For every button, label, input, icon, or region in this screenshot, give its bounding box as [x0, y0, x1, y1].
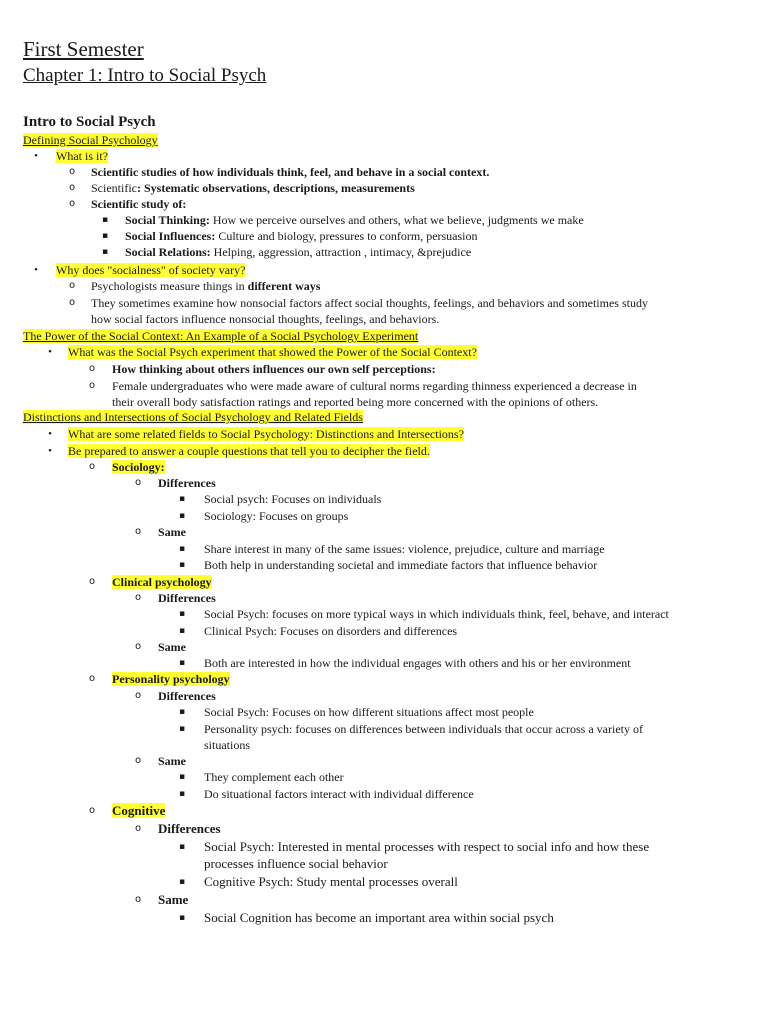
question-socialness: Why does "socialness" of society vary?: [56, 263, 246, 277]
circle-bullet-icon: o: [88, 461, 96, 472]
answer-scientific-study-of: Scientific study of:: [91, 197, 187, 211]
bullet-icon: •: [48, 445, 52, 457]
clinical-difference-2: Clinical Psych: Focuses on disorders and differences: [204, 624, 458, 638]
circle-bullet-icon: o: [68, 198, 76, 209]
square-bullet-icon: ▪: [101, 231, 109, 241]
answer-experiment-line1: Female undergraduates who were made aware of cultural norms regarding thinness experienced a decrease in: [112, 379, 637, 393]
square-bullet-icon: ▪: [178, 913, 186, 923]
circle-bullet-icon: o: [134, 592, 142, 603]
answer-scientific: Scientific: Systematic observations, descriptions, measurements: [91, 181, 415, 195]
circle-bullet-icon: o: [134, 755, 142, 766]
field-personality-psychology: Personality psychology: [112, 672, 230, 686]
square-bullet-icon: ▪: [178, 626, 186, 636]
answer-definition: Scientific studies of how individuals think, feel, and behave in a social context.: [91, 165, 490, 179]
answer-self-perceptions: How thinking about others influences our own self perceptions:: [112, 362, 436, 376]
bullet-icon: •: [34, 150, 38, 162]
personality-difference-2-line2: situations: [204, 738, 251, 752]
field-sociology: Sociology:: [112, 460, 165, 474]
circle-bullet-icon: o: [68, 297, 76, 308]
square-bullet-icon: ▪: [178, 511, 186, 521]
chapter-heading: Chapter 1: Intro to Social Psych: [23, 65, 267, 86]
sociology-differences-label: Differences: [158, 476, 216, 490]
square-bullet-icon: ▪: [101, 215, 109, 225]
clinical-difference-1: Social Psych: focuses on more typical ways in which individuals think, feel, behave, and interact: [204, 607, 669, 621]
note-be-prepared: Be prepared to answer a couple questions that tell you to decipher the field.: [68, 444, 430, 458]
question-experiment: What was the Social Psych experiment that showed the Power of the Social Context?: [68, 345, 477, 359]
circle-bullet-icon: o: [68, 280, 76, 291]
bullet-icon: •: [34, 264, 38, 276]
circle-bullet-icon: o: [134, 690, 142, 701]
sociology-same-2: Both help in understanding societal and immediate factors that influence behavior: [204, 558, 598, 572]
circle-bullet-icon: o: [68, 166, 76, 177]
heading-power-of-social-context: The Power of the Social Context: An Example of a Social Psychology Experiment: [23, 329, 419, 343]
square-bullet-icon: ▪: [178, 560, 186, 570]
sociology-difference-1: Social psych: Focuses on individuals: [204, 492, 382, 506]
clinical-same-label: Same: [158, 640, 186, 654]
personality-same-1: They complement each other: [204, 770, 344, 784]
field-clinical-psychology: Clinical psychology: [112, 575, 212, 589]
cognitive-differences-label: Differences: [158, 821, 221, 836]
item-social-relations: Social Relations: Helping, aggression, attraction , intimacy, &prejudice: [125, 245, 472, 259]
square-bullet-icon: ▪: [178, 772, 186, 782]
circle-bullet-icon: o: [134, 526, 142, 537]
circle-bullet-icon: o: [134, 823, 142, 834]
square-bullet-icon: ▪: [178, 877, 186, 887]
sociology-same-label: Same: [158, 525, 186, 539]
sociology-same-1: Share interest in many of the same issues: violence, prejudice, culture and marriage: [204, 542, 605, 556]
square-bullet-icon: ▪: [178, 609, 186, 619]
circle-bullet-icon: o: [134, 477, 142, 488]
bullet-icon: •: [48, 346, 52, 358]
sociology-difference-2: Sociology: Focuses on groups: [204, 509, 349, 523]
square-bullet-icon: ▪: [178, 494, 186, 504]
circle-bullet-icon: o: [68, 182, 76, 193]
circle-bullet-icon: o: [134, 641, 142, 652]
cognitive-difference-1-line2: processes influence social behavior: [204, 856, 388, 871]
answer-different-ways: Psychologists measure things in different ways: [91, 279, 321, 293]
square-bullet-icon: ▪: [101, 247, 109, 257]
item-social-thinking: Social Thinking: How we perceive ourselves and others, what we believe, judgments we make: [125, 213, 584, 227]
question-related-fields: What are some related fields to Social Psychology: Distinctions and Intersections?: [68, 427, 464, 441]
circle-bullet-icon: o: [88, 673, 96, 684]
square-bullet-icon: ▪: [178, 707, 186, 717]
cognitive-same-label: Same: [158, 892, 189, 907]
circle-bullet-icon: o: [88, 576, 96, 587]
cognitive-difference-2: Cognitive Psych: Study mental processes overall: [204, 874, 458, 889]
circle-bullet-icon: o: [88, 380, 96, 391]
clinical-same-1: Both are interested in how the individual engages with others and his or her environment: [204, 656, 631, 670]
document-title: First Semester: [23, 37, 144, 61]
clinical-differences-label: Differences: [158, 591, 216, 605]
circle-bullet-icon: o: [134, 894, 142, 905]
answer-nonsocial-line1: They sometimes examine how nonsocial factors affect social thoughts, feelings, and behaviors and sometimes study: [91, 296, 648, 310]
item-social-influences: Social Influences: Culture and biology, pressures to conform, persuasion: [125, 229, 478, 243]
circle-bullet-icon: o: [88, 363, 96, 374]
answer-nonsocial-line2: how social factors influence nonsocial thoughts, feelings, and behaviors.: [91, 312, 440, 326]
personality-difference-1: Social Psych: Focuses on how different situations affect most people: [204, 705, 534, 719]
square-bullet-icon: ▪: [178, 789, 186, 799]
heading-related-fields: Distinctions and Intersections of Social Psychology and Related Fields: [23, 410, 363, 424]
answer-experiment-line2: their overall body satisfaction ratings and reported being more concerned with the opinions of others.: [112, 395, 599, 409]
square-bullet-icon: ▪: [178, 544, 186, 554]
bullet-icon: •: [48, 428, 52, 440]
heading-defining-social-psychology: Defining Social Psychology: [23, 133, 158, 147]
square-bullet-icon: ▪: [178, 842, 186, 852]
circle-bullet-icon: o: [88, 805, 96, 816]
section-heading: Intro to Social Psych: [23, 114, 156, 130]
square-bullet-icon: ▪: [178, 658, 186, 668]
personality-same-label: Same: [158, 754, 186, 768]
personality-same-2: Do situational factors interact with individual difference: [204, 787, 474, 801]
personality-difference-2-line1: Personality psych: focuses on differences between individuals that occur across a variety of: [204, 722, 643, 736]
square-bullet-icon: ▪: [178, 724, 186, 734]
cognitive-difference-1-line1: Social Psych: Interested in mental processes with respect to social info and how these: [204, 839, 650, 854]
cognitive-same-1: Social Cognition has become an important area within social psych: [204, 910, 554, 925]
field-cognitive: Cognitive: [112, 803, 166, 818]
personality-differences-label: Differences: [158, 689, 216, 703]
question-what-is-it: What is it?: [56, 149, 108, 163]
